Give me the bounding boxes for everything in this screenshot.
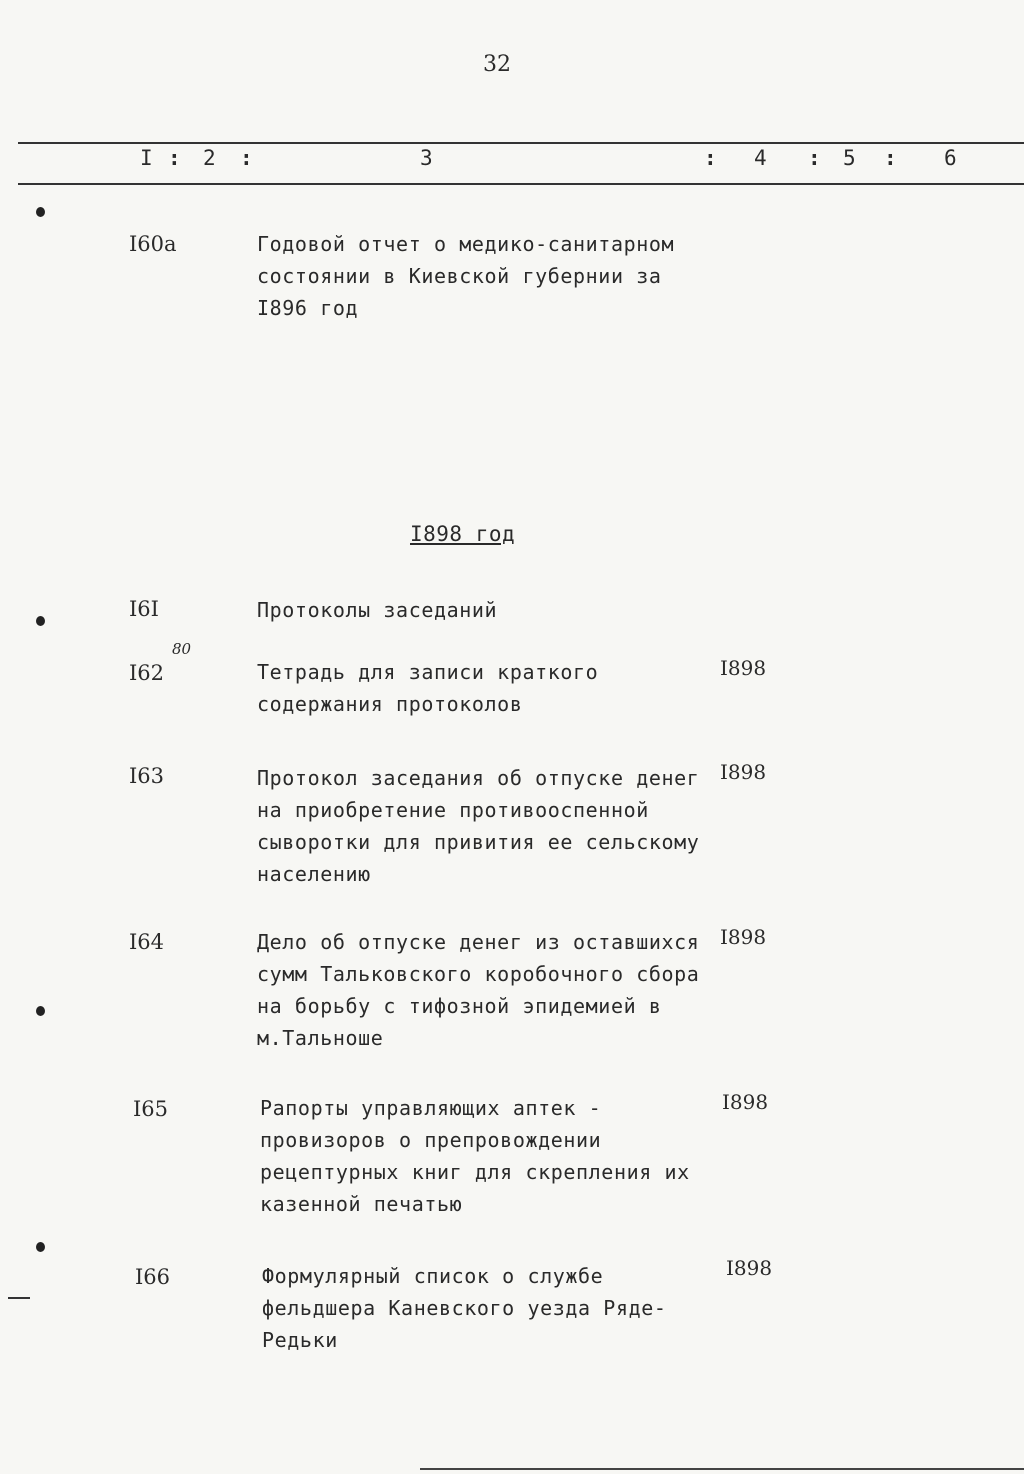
header-col-6: 6 xyxy=(944,146,957,170)
row-number: I62 xyxy=(129,661,165,685)
row-number: I6I xyxy=(129,597,159,621)
row-description: Рапорты управляющих аптек - провизоров о препровождении рецептурных книг для скрепления их казенной печатью xyxy=(260,1096,690,1216)
handwritten-annotation: 80 xyxy=(172,640,192,658)
page-number: 32 xyxy=(483,52,511,77)
binder-hole xyxy=(36,1242,45,1252)
row-description: Протокол заседания об отпуске денег на приобретение противооспенной сыворотки для привития ее сельскому населению xyxy=(257,766,700,886)
header-col-2: 2 xyxy=(203,146,216,170)
header-separator: : xyxy=(808,146,821,170)
row-number: I63 xyxy=(129,764,165,788)
row-description: Годовой отчет о медико-санитарном состоянии в Киевской губернии за I896 год xyxy=(257,232,675,320)
header-col-4: 4 xyxy=(754,146,767,170)
binder-hole xyxy=(36,616,45,626)
row-year: I898 xyxy=(720,656,767,680)
header-separator: : xyxy=(884,146,897,170)
row-number: I60а xyxy=(129,232,177,256)
section-heading: I898 год xyxy=(410,522,516,546)
page-bottom-edge xyxy=(420,1468,1024,1470)
row-description: Протоколы заседаний xyxy=(257,598,498,622)
row-number: I64 xyxy=(129,930,165,954)
header-separator: : xyxy=(704,146,717,170)
header-separator: : xyxy=(240,146,253,170)
row-year: I898 xyxy=(720,760,767,784)
row-year: I898 xyxy=(720,925,767,949)
margin-mark xyxy=(8,1297,30,1299)
header-separator: : xyxy=(168,146,181,170)
row-number: I66 xyxy=(135,1265,171,1289)
row-description: Тетрадь для записи краткого содержания протоколов xyxy=(257,660,599,716)
binder-hole xyxy=(36,1006,45,1016)
header-col-3: 3 xyxy=(420,146,433,170)
header-rule-bottom xyxy=(18,183,1024,185)
row-description: Формулярный список о службе фельдшера Каневского уезда Ряде-Редьки xyxy=(262,1264,667,1352)
row-year: I898 xyxy=(722,1090,769,1114)
row-description: Дело об отпуске денег из оставшихся сумм Тальковского коробочного сбора на борьбу с тифозной эпидемией в м.Тальноше xyxy=(257,930,700,1050)
row-year: I898 xyxy=(726,1256,773,1280)
header-col-5: 5 xyxy=(843,146,856,170)
header-rule-top xyxy=(18,142,1024,144)
row-number: I65 xyxy=(133,1097,169,1121)
header-col-1: I xyxy=(140,146,153,170)
binder-hole xyxy=(36,207,45,217)
